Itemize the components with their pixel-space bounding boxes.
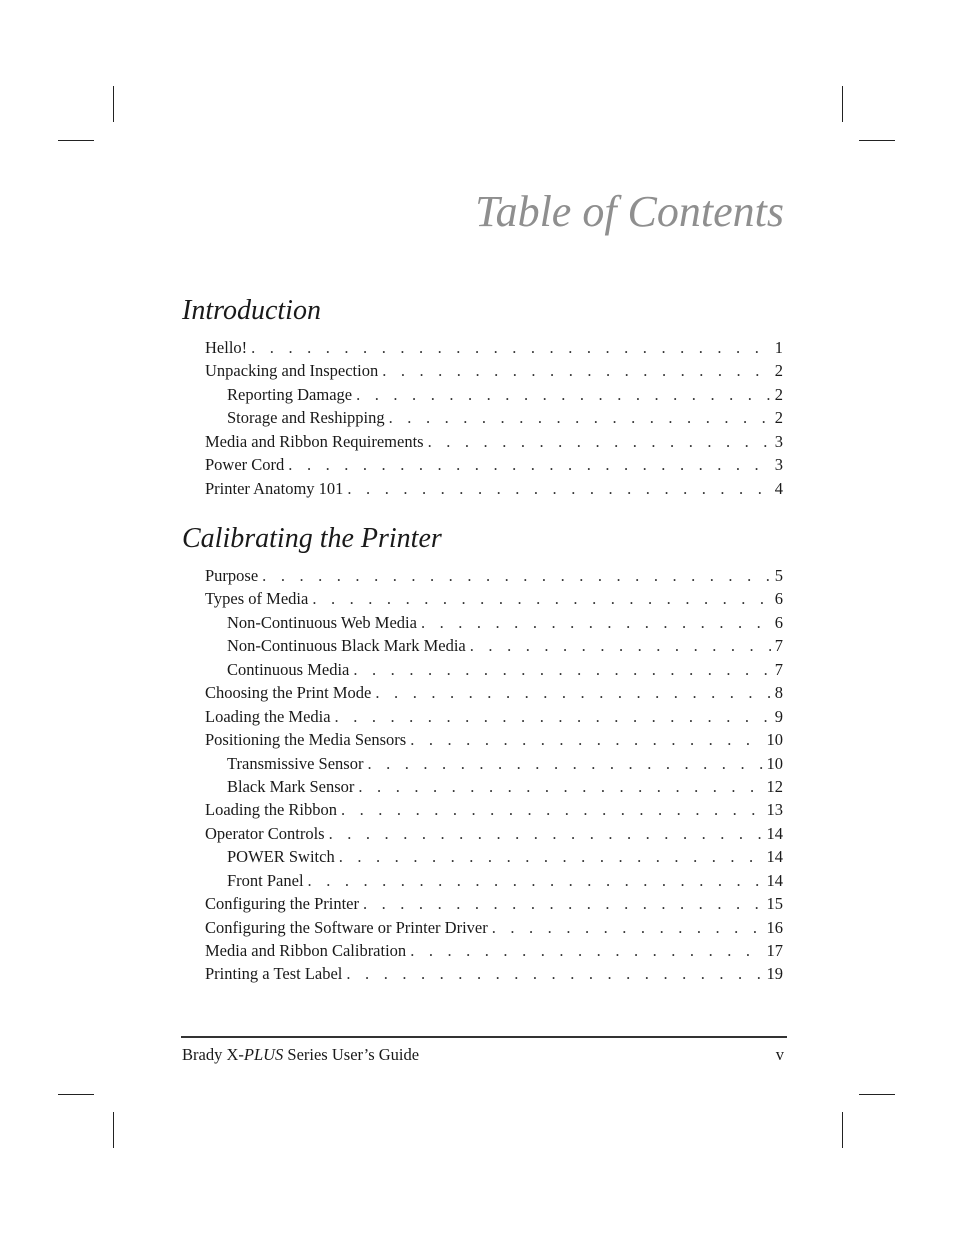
toc-entry-title: Non-Continuous Black Mark Media [227,636,466,656]
toc-entry-page: 19 [766,964,783,984]
toc-dot-leader [341,798,763,821]
toc-dot-leader [367,752,762,775]
toc-entry-title: Hello! [205,338,248,357]
toc-entry-title: Power Cord [205,455,285,475]
toc-dot-leader [389,406,771,429]
toc-entry[interactable] [205,752,783,775]
crop-mark-top-right-horizontal [859,140,895,141]
toc-dot-leader [410,939,762,962]
toc-entry-title: Configuring the Software or Printer Driver [205,917,488,937]
toc-entry[interactable] [205,916,783,939]
footer-page-number: v [775,1045,784,1064]
toc-entry-page: 4 [774,478,783,498]
toc-entry-page: 3 [774,431,783,451]
toc-entry-title: Storage and Reshipping [227,408,385,428]
toc-entry-page: 8 [774,683,783,703]
toc-entry-page: 3 [774,455,783,475]
toc-entry-title: Unpacking and Inspection [205,361,379,381]
page-title: Table of Contents [475,187,784,236]
toc-dot-leader [356,383,771,406]
toc-entry-page: 14 [766,870,783,890]
toc-entry-title: Operator Controls [205,823,325,843]
toc-entry[interactable] [205,705,783,728]
toc-dot-leader [358,775,762,798]
toc-entry-page: 2 [774,408,783,428]
toc-entry[interactable] [205,658,783,681]
toc-entry-title: Choosing the Print Mode [205,683,372,703]
toc-entry[interactable] [205,634,783,657]
toc-entry-title: Types of Media [205,589,309,609]
toc-entry-page: 16 [766,917,783,937]
toc-entry-page: 6 [774,612,783,632]
toc-dot-leader [312,587,770,610]
toc-dot-leader [335,705,771,728]
crop-mark-top-left-horizontal [58,140,94,141]
toc-entry-title: Purpose [205,566,259,585]
toc-entry[interactable] [205,406,783,429]
toc-entry[interactable] [205,477,783,500]
toc-entry[interactable] [205,611,783,634]
toc-dot-leader [346,962,762,985]
toc-entry[interactable] [205,892,783,915]
toc-entry-title: Media and Ribbon Calibration [205,941,407,960]
toc-entry[interactable] [205,383,783,406]
toc-entry-title: Non-Continuous Web Media [227,612,417,632]
crop-mark-top-left-vertical [113,86,114,122]
toc-entry[interactable] [205,939,783,962]
toc-dot-leader [492,916,763,939]
toc-entry[interactable] [205,869,783,892]
toc-entry-page: 7 [774,636,783,656]
toc-entry[interactable] [205,822,783,845]
toc-entry-page: 10 [766,730,783,750]
toc-entry[interactable] [205,564,783,587]
toc-dot-leader [353,658,770,681]
toc-list-calibrating [205,564,783,986]
toc-entry-title: Loading the Media [205,706,331,726]
toc-dot-leader [339,845,763,868]
toc-dot-leader [375,681,770,704]
toc-entry-page: 17 [766,941,783,960]
toc-dot-leader [251,336,771,359]
footer-guide-suffix: Series User’s Guide [283,1045,420,1064]
toc-entry-page: 12 [766,776,783,796]
toc-entry[interactable] [205,359,783,382]
footer-guide-title [182,1045,419,1065]
toc-entry[interactable] [205,728,783,751]
toc-entry-page: 10 [766,753,783,773]
toc-entry-title: Printer Anatomy 101 [205,478,344,498]
crop-mark-bottom-left-vertical [113,1112,114,1148]
toc-entry-title: Transmissive Sensor [227,753,364,773]
crop-mark-bottom-right-horizontal [859,1094,895,1095]
toc-entry[interactable] [205,430,783,453]
toc-entry-page: 13 [766,800,783,820]
toc-entry-title: Configuring the Printer [205,894,359,914]
toc-entry[interactable] [205,453,783,476]
toc-entry-title: Positioning the Media Sensors [205,730,407,750]
toc-entry-page: 15 [766,894,783,914]
toc-entry-page: 14 [766,847,783,867]
toc-dot-leader [262,564,771,587]
toc-entry-title: Continuous Media [227,659,350,679]
toc-entry[interactable] [205,587,783,610]
toc-entry-page: 1 [774,338,783,357]
toc-entry[interactable] [205,962,783,985]
toc-entry-page: 14 [766,823,783,843]
toc-list-introduction [205,336,783,500]
toc-entry-page: 6 [774,589,783,609]
toc-entry-title: POWER Switch [227,847,335,867]
toc-dot-leader [347,477,770,500]
crop-mark-bottom-left-horizontal [58,1094,94,1095]
crop-mark-bottom-right-vertical [842,1112,843,1148]
toc-dot-leader [288,453,770,476]
toc-entry-title: Reporting Damage [227,384,353,404]
toc-entry-title: Loading the Ribbon [205,800,337,820]
toc-entry-page: 2 [774,361,783,381]
toc-entry-title: Media and Ribbon Requirements [205,431,424,451]
toc-dot-leader [382,359,771,382]
toc-entry[interactable] [205,681,783,704]
toc-dot-leader [308,869,763,892]
section-heading-introduction: Introduction [182,295,321,326]
footer-guide-italic: PLUS [243,1045,284,1064]
toc-entry-page: 5 [774,566,783,585]
toc-entry[interactable] [205,798,783,821]
toc-dot-leader [410,728,762,751]
toc-dot-leader [363,892,763,915]
footer-rule [181,1036,787,1038]
toc-dot-leader [428,430,771,453]
toc-entry[interactable] [205,775,783,798]
toc-dot-leader [421,611,771,634]
toc-entry-title: Black Mark Sensor [227,776,355,796]
toc-entry[interactable] [205,845,783,868]
toc-dot-leader [470,634,771,657]
toc-entry-page: 7 [774,659,783,679]
toc-dot-leader [329,822,763,845]
toc-entry-title: Front Panel [227,870,304,890]
footer-guide-prefix: Brady X- [182,1045,244,1064]
toc-entry-page: 2 [774,384,783,404]
toc-entry-title: Printing a Test Label [205,964,343,984]
crop-mark-top-right-vertical [842,86,843,122]
section-heading-calibrating: Calibrating the Printer [182,523,442,554]
toc-entry-page: 9 [774,706,783,726]
toc-entry[interactable] [205,336,783,359]
